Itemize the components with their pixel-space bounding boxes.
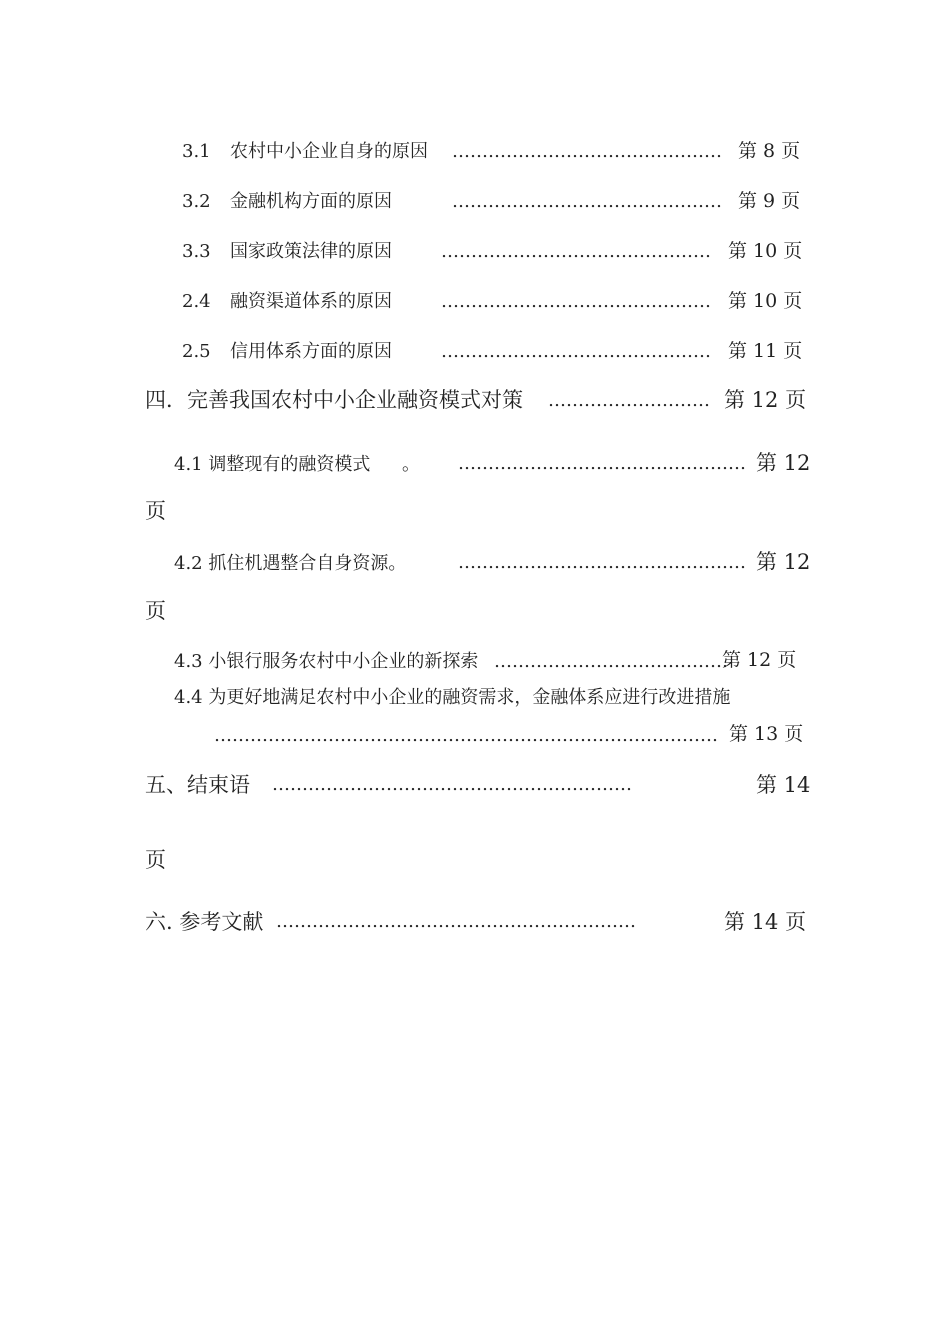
toc-leader-dots: ………………………………………… <box>458 552 746 573</box>
toc-entry-2-4 <box>182 293 392 311</box>
toc-entry-2-5 <box>182 343 392 361</box>
toc-page-number: 第 14 页 <box>724 910 807 934</box>
toc-chapter-6-title: 六. 参考文献 <box>145 910 264 934</box>
toc-entry-number: 2.5 <box>182 341 211 362</box>
toc-leader-dots: ……………………………………… <box>441 291 711 312</box>
toc-entry-4-2: 4.2 抓住机遇整合自身资源。 <box>174 553 407 574</box>
toc-page-number: 第 12 <box>756 550 811 574</box>
toc-entry-number: 3.2 <box>182 191 211 212</box>
toc-entry-number: 3.3 <box>182 241 211 262</box>
toc-chapter-4-title: 四．完善我国农村中小企业融资模式对策 <box>145 388 523 412</box>
toc-entry-4-1: 4.1 调整现有的融资模式 <box>174 454 371 475</box>
toc-leader-dots: ……………………………………… <box>441 341 711 362</box>
toc-leader-dots: ………………………………… <box>494 651 728 672</box>
toc-page-number: 第 11 页 <box>728 340 803 362</box>
toc-page-wrap: 页 <box>145 599 166 623</box>
toc-leader-dots: ……………………………………… <box>441 241 711 262</box>
toc-page-wrap: 页 <box>145 499 166 523</box>
toc-page-number: 第 13 页 <box>729 723 804 745</box>
toc-page-number: 第 9 页 <box>738 190 801 212</box>
toc-entry-title: 农村中小企业自身的原因 <box>230 141 428 162</box>
toc-page-number: 第 12 页 <box>722 649 797 671</box>
toc-entry-4-4: 4.4 为更好地满足农村中小企业的融资需求，金融体系应进行改进措施 <box>174 687 731 708</box>
toc-leader-dots: ……………………………………… <box>452 141 722 162</box>
toc-leader-dots: ……………………………………… <box>452 191 722 212</box>
toc-page-number: 第 10 页 <box>728 240 803 262</box>
toc-page-number: 第 10 页 <box>728 290 803 312</box>
toc-leader-dots: …………………………………………………… <box>276 911 636 932</box>
toc-entry-number: 2.4 <box>182 291 211 312</box>
toc-leader-dots: ……………………… <box>548 390 710 411</box>
toc-leader-dots: ………………………………………………………………………… <box>214 725 718 746</box>
toc-page-number: 第 14 <box>756 773 811 797</box>
toc-entry-3-3 <box>182 243 392 261</box>
toc-leader-dots: …………………………………………………… <box>272 774 632 795</box>
toc-page-wrap: 页 <box>145 848 166 872</box>
toc-entry-title: 信用体系方面的原因 <box>230 341 392 362</box>
toc-entry-title: 融资渠道体系的原因 <box>230 291 392 312</box>
toc-page-number: 第 12 页 <box>724 388 807 412</box>
toc-entry-3-2 <box>182 193 392 211</box>
toc-entry-4-3: 4.3 小银行服务农村中小企业的新探索 <box>174 651 479 672</box>
toc-chapter-5-title: 五、结束语 <box>145 773 250 797</box>
toc-entry-mark: 。 <box>402 454 420 475</box>
toc-entry-number: 3.1 <box>182 141 211 162</box>
toc-leader-dots: ………………………………………… <box>458 453 746 474</box>
toc-page-number: 第 12 <box>756 451 811 475</box>
toc-entry-title: 金融机构方面的原因 <box>230 191 392 212</box>
toc-entry-title: 国家政策法律的原因 <box>230 241 392 262</box>
toc-page-number: 第 8 页 <box>738 140 801 162</box>
toc-entry-3-1 <box>182 143 428 161</box>
